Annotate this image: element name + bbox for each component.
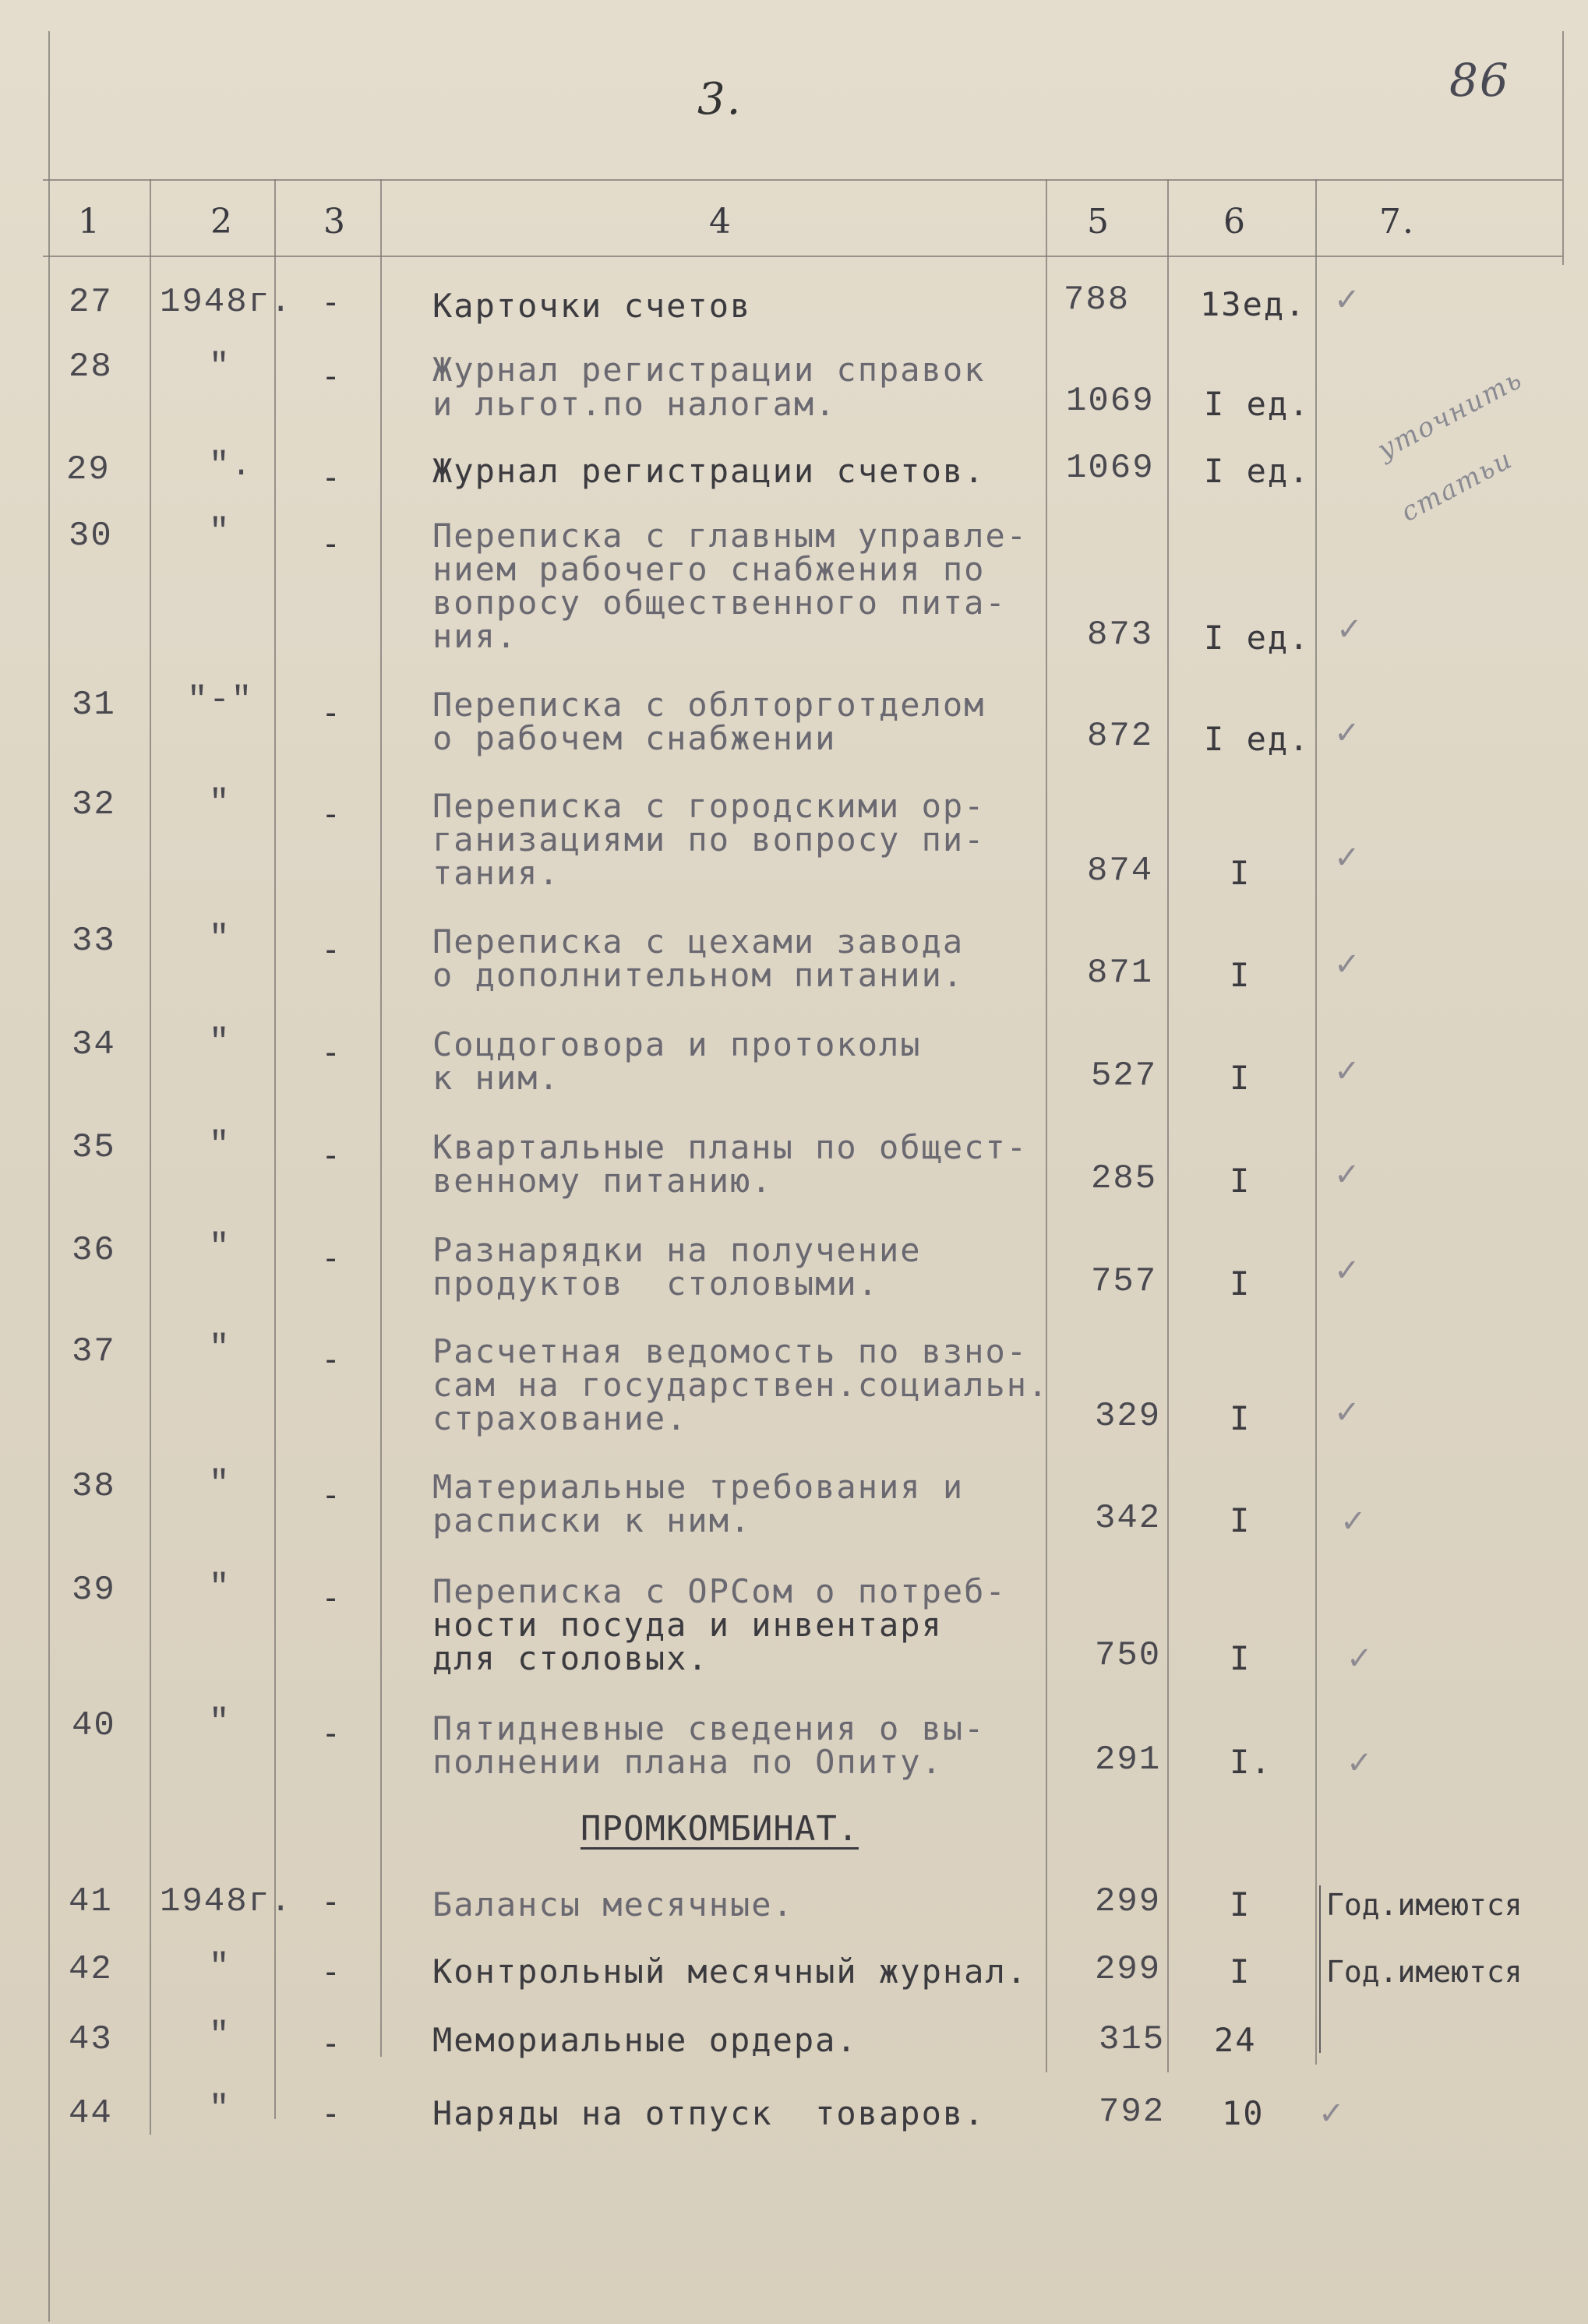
row-title-line: Мемориальные ордера.: [432, 2021, 858, 2059]
row-dash: -: [321, 1476, 343, 1514]
row-fund-number: 299: [1095, 1950, 1162, 1989]
row-fund-number: 788: [1064, 280, 1131, 319]
row-year: ": [209, 2016, 231, 2055]
row-dash: -: [321, 1136, 343, 1174]
left-margin-line: [48, 31, 50, 2322]
row-title-line: Разнарядки на получение: [432, 1231, 922, 1269]
row-title-line: Соцдоговора и протоколы: [432, 1025, 922, 1063]
check-mark-icon: ✓: [1318, 2096, 1346, 2132]
row-number: 37: [72, 1332, 116, 1371]
row-units: I.: [1230, 1743, 1272, 1781]
column-header-1: 1: [78, 202, 101, 242]
section-heading: ПРОМКОМБИНАТ.: [581, 1809, 859, 1849]
column-header-3: 3: [323, 202, 347, 242]
row-number: 41: [69, 1882, 113, 1921]
row-number: 38: [72, 1467, 116, 1506]
column-header-7: 7.: [1379, 202, 1415, 242]
row-units: I ед.: [1204, 720, 1311, 758]
column-header-4: 4: [709, 202, 732, 242]
row-title-line: Переписка с ОРСом о потреб-: [432, 1572, 1007, 1610]
row-dash: -: [321, 1033, 343, 1071]
row-units: I: [1230, 1162, 1251, 1200]
row-dash: -: [321, 1239, 343, 1277]
row-units: I: [1230, 956, 1251, 994]
row-number: 39: [72, 1571, 116, 1610]
row-units: I: [1230, 854, 1251, 892]
row-year: "-": [187, 681, 254, 720]
header-bottom-rule: [43, 256, 1562, 257]
row-title-line: венному питанию.: [432, 1162, 773, 1200]
row-title-line: Журнал регистрации справок: [432, 351, 986, 389]
row-fund-number: 1069: [1066, 449, 1155, 488]
row-title-line: Переписка с городскими ор-: [432, 787, 986, 825]
column-header-2: 2: [210, 202, 234, 242]
row-fund-number: 872: [1087, 717, 1154, 756]
row-units: I: [1230, 1264, 1251, 1303]
row-title-line: Журнал регистрации счетов.: [432, 452, 986, 490]
bracket-line: [1319, 1885, 1321, 2053]
check-mark-icon: ✓: [1346, 1641, 1375, 1677]
row-fund-number: 873: [1087, 615, 1154, 654]
row-year: ": [209, 1465, 231, 1504]
check-mark-icon: ✓: [1346, 1745, 1375, 1781]
margin-note: статьи: [1396, 443, 1519, 528]
row-title-line: Материальные требования и: [432, 1468, 965, 1506]
row-fund-number: 342: [1095, 1499, 1162, 1538]
row-dash: -: [321, 357, 343, 395]
row-dash: -: [321, 1578, 343, 1617]
row-fund-number: 299: [1095, 1882, 1162, 1921]
row-number: 34: [72, 1025, 116, 1064]
col-divider-1: [150, 179, 151, 2135]
row-title-line: нием рабочего снабжения по: [432, 550, 986, 588]
row-title-line: Пятидневные сведения о вы-: [432, 1709, 986, 1747]
row-title-line: для столовых.: [432, 1639, 709, 1677]
row-dash: -: [321, 795, 343, 833]
col-divider-3: [380, 179, 382, 2057]
row-number: 32: [72, 785, 116, 824]
row-units: I ед.: [1204, 619, 1311, 657]
row-number: 28: [69, 347, 113, 386]
row-number: 42: [69, 1950, 113, 1989]
row-title-line: Расчетная ведомость по взно-: [432, 1332, 1029, 1370]
row-dash: -: [321, 1952, 343, 1991]
col-divider-7: [1562, 31, 1564, 265]
row-year: ": [209, 1126, 231, 1165]
row-title-line: страхование.: [432, 1399, 688, 1437]
row-fund-number: 315: [1099, 2020, 1166, 2059]
check-mark-icon: ✓: [1334, 1053, 1362, 1089]
row-dash: -: [321, 283, 343, 321]
row-number: 43: [69, 2020, 113, 2059]
row-dash: -: [321, 930, 343, 968]
row-number: 27: [69, 283, 113, 322]
row-number: 33: [72, 922, 116, 961]
row-title-line: Квартальные планы по общест-: [432, 1128, 1029, 1166]
row-number: 40: [72, 1706, 116, 1745]
row-year: 1948г.: [160, 283, 293, 322]
row-year: ": [209, 919, 231, 958]
row-title-line: сам на государствен.социальн.: [432, 1366, 1050, 1404]
row-title-line: ния.: [432, 617, 518, 655]
row-dash: -: [321, 2024, 343, 2062]
row-title-line: Переписка с цехами завода: [432, 922, 965, 961]
row-dash: -: [321, 693, 343, 732]
row-units: 24: [1214, 2021, 1257, 2059]
row-year: ": [209, 1023, 231, 1062]
column-header-5: 5: [1087, 202, 1110, 242]
row-number: 36: [72, 1231, 116, 1270]
row-year: ": [209, 1568, 231, 1607]
row-number: 30: [69, 517, 113, 555]
row-title-line: расписки к ним.: [432, 1501, 752, 1539]
row-year: ": [209, 347, 231, 386]
row-title-line: полнении плана по Опиту.: [432, 1743, 943, 1781]
row-title-line: Переписка с облторготделом: [432, 686, 986, 724]
row-fund-number: 792: [1099, 2093, 1166, 2132]
check-mark-icon: ✓: [1334, 1253, 1362, 1289]
row-number: 44: [69, 2094, 113, 2133]
row-units: I: [1230, 1952, 1251, 1991]
row-fund-number: 329: [1095, 1397, 1162, 1436]
row-title-line: ности посуда и инвентаря: [432, 1606, 943, 1644]
page-number: 3.: [697, 74, 743, 125]
column-header-6: 6: [1223, 202, 1247, 242]
row-dash: -: [321, 2094, 343, 2132]
check-mark-icon: ✓: [1334, 840, 1362, 876]
row-fund-number: 1069: [1066, 382, 1155, 421]
row-title-line: ганизациями по вопросу пи-: [432, 820, 986, 859]
header-top-rule: [43, 179, 1562, 181]
row-number: 31: [72, 686, 116, 725]
row-dash: -: [321, 458, 343, 496]
check-mark-icon: ✓: [1336, 612, 1364, 647]
row-title-line: вопросу общественного пита-: [432, 584, 1007, 622]
row-units: 13ед.: [1200, 285, 1307, 323]
check-mark-icon: ✓: [1334, 715, 1362, 751]
check-mark-icon: ✓: [1334, 947, 1362, 982]
margin-note: уточнить: [1372, 363, 1528, 466]
row-year: ": [209, 1948, 231, 1987]
row-year: ": [209, 1228, 231, 1267]
row-fund-number: 871: [1087, 954, 1154, 993]
row-units: 10: [1222, 2094, 1265, 2132]
row-year: ".: [209, 446, 253, 485]
row-title-line: тания.: [432, 854, 560, 892]
row-units: I ед.: [1204, 452, 1311, 490]
row-fund-number: 750: [1095, 1636, 1162, 1675]
check-mark-icon: ✓: [1334, 1395, 1362, 1430]
row-fund-number: 285: [1091, 1159, 1158, 1198]
col-divider-5: [1167, 179, 1169, 2072]
row-remark: Год.имеются: [1326, 1955, 1523, 1989]
check-mark-icon: ✓: [1334, 1157, 1362, 1193]
row-title-line: о рабочем снабжении: [432, 719, 837, 757]
row-title-line: к ним.: [432, 1059, 560, 1097]
row-number: 35: [72, 1128, 116, 1167]
row-dash: -: [321, 524, 343, 562]
row-title-line: Балансы месячные.: [432, 1885, 794, 1924]
row-year: 1948г.: [160, 1882, 293, 1921]
row-remark: Год.имеются: [1326, 1888, 1523, 1922]
archive-sheet-number: 86: [1449, 54, 1510, 107]
row-units: I: [1230, 1501, 1251, 1539]
row-units: I: [1230, 1399, 1251, 1437]
row-title-line: о дополнительном питании.: [432, 956, 965, 994]
row-year: ": [209, 1703, 231, 1742]
row-title-line: Контрольный месячный журнал.: [432, 1952, 1029, 1991]
row-title-line: Наряды на отпуск товаров.: [432, 2094, 986, 2132]
row-fund-number: 874: [1087, 852, 1154, 890]
col-divider-4: [1046, 179, 1047, 2072]
row-title-line: и льгот.по налогам.: [432, 385, 837, 423]
col-divider-6: [1315, 179, 1317, 2065]
row-number: 29: [66, 450, 111, 489]
row-units: I: [1230, 1639, 1251, 1677]
row-title-line: Карточки счетов: [432, 287, 752, 325]
row-units: I: [1230, 1885, 1251, 1924]
row-year: ": [209, 1329, 231, 1368]
check-mark-icon: ✓: [1334, 282, 1362, 318]
row-dash: -: [321, 1714, 343, 1752]
row-units: I ед.: [1204, 385, 1311, 423]
row-fund-number: 757: [1091, 1262, 1158, 1301]
row-title-line: Переписка с главным управле-: [432, 517, 1029, 555]
row-year: ": [209, 784, 231, 823]
row-units: I: [1230, 1059, 1251, 1097]
col-divider-2: [274, 179, 276, 2119]
check-mark-icon: ✓: [1340, 1504, 1368, 1539]
row-fund-number: 291: [1095, 1740, 1162, 1779]
row-dash: -: [321, 1882, 343, 1920]
row-year: ": [209, 513, 231, 552]
row-dash: -: [321, 1340, 343, 1378]
row-fund-number: 527: [1091, 1056, 1158, 1095]
row-year: ": [209, 2089, 231, 2128]
row-title-line: продуктов столовыми.: [432, 1264, 880, 1303]
